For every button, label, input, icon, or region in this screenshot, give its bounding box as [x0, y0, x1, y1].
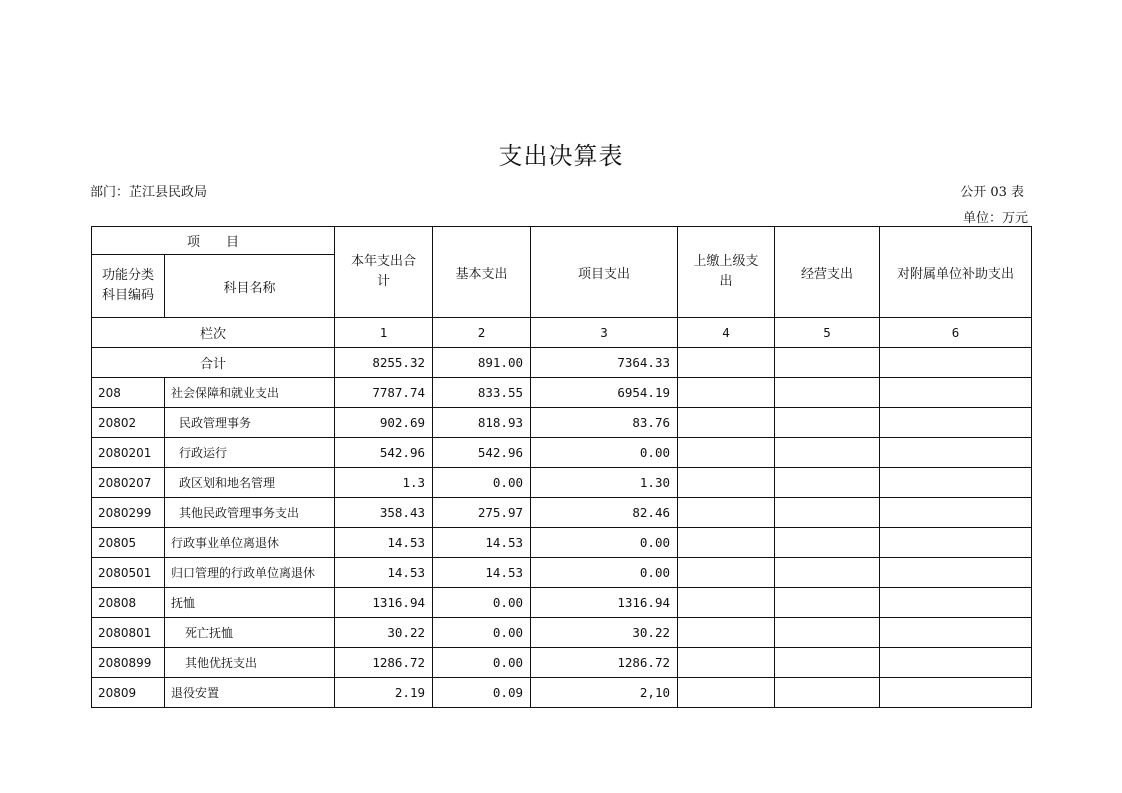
- row-total: 7787.74: [335, 378, 433, 408]
- row-subject-name: 其他民政管理事务支出: [165, 498, 335, 528]
- table-row: [92, 408, 1032, 438]
- table-row: [92, 498, 1032, 528]
- row-basic: 0.00: [433, 468, 531, 498]
- summary-row: [92, 348, 1032, 378]
- row-code: 20805: [92, 528, 165, 558]
- row-upper: [678, 588, 775, 618]
- expenditure-table: [91, 226, 1032, 708]
- table-row: [92, 588, 1032, 618]
- row-subject-name: 行政事业单位离退休: [165, 528, 335, 558]
- row-code: 20808: [92, 588, 165, 618]
- row-subsidy: [880, 678, 1032, 708]
- row-basic: 833.55: [433, 378, 531, 408]
- row-basic: 0.00: [433, 648, 531, 678]
- row-total: 2.19: [335, 678, 433, 708]
- row-subsidy: [880, 648, 1032, 678]
- row-subject-name: 政区划和地名管理: [165, 468, 335, 498]
- row-code: 20809: [92, 678, 165, 708]
- unit-label: 单位：万元: [962, 211, 1028, 226]
- row-subsidy: [880, 378, 1032, 408]
- row-project: 0.00: [531, 558, 678, 588]
- row-upper: [678, 648, 775, 678]
- row-code: 20802: [92, 408, 165, 438]
- row-basic: 14.53: [433, 528, 531, 558]
- row-business: [775, 558, 880, 588]
- row-code: 2080501: [92, 558, 165, 588]
- row-business: [775, 678, 880, 708]
- row-subject-name: 退役安置: [165, 678, 335, 708]
- header-subject-name: 科目名称: [165, 255, 335, 318]
- row-upper: [678, 468, 775, 498]
- row-code: 2080801: [92, 618, 165, 648]
- row-total: 1316.94: [335, 588, 433, 618]
- row-subsidy: [880, 618, 1032, 648]
- table-row: [92, 378, 1032, 408]
- row-business: [775, 378, 880, 408]
- row-subsidy: [880, 408, 1032, 438]
- row-subject-name: 抚恤: [165, 588, 335, 618]
- row-project: 1.30: [531, 468, 678, 498]
- row-basic: 0.00: [433, 588, 531, 618]
- table-row: [92, 648, 1032, 678]
- row-basic: 0.00: [433, 618, 531, 648]
- row-upper: [678, 558, 775, 588]
- row-project: 82.46: [531, 498, 678, 528]
- row-total: 14.53: [335, 528, 433, 558]
- row-upper: [678, 408, 775, 438]
- row-total: 358.43: [335, 498, 433, 528]
- row-subject-name: 社会保障和就业支出: [165, 378, 335, 408]
- col-num: 4: [678, 318, 775, 348]
- row-project: 2,10: [531, 678, 678, 708]
- summary-upper: [678, 348, 775, 378]
- header-subsidy: 对附属单位补助支出: [880, 227, 1032, 318]
- row-subject-name: 其他优抚支出: [165, 648, 335, 678]
- table-row: [92, 678, 1032, 708]
- row-code: 2080899: [92, 648, 165, 678]
- department-label: 部门：芷江县民政局: [90, 185, 208, 200]
- header-business: 经营支出: [775, 227, 880, 318]
- row-business: [775, 408, 880, 438]
- row-project: 1316.94: [531, 588, 678, 618]
- summary-label: 合计: [92, 348, 335, 378]
- table-row: [92, 438, 1032, 468]
- col-num: 6: [880, 318, 1032, 348]
- row-subject-name: 归口管理的行政单位离退休: [165, 558, 335, 588]
- row-subsidy: [880, 558, 1032, 588]
- row-total: 30.22: [335, 618, 433, 648]
- row-basic: 275.97: [433, 498, 531, 528]
- row-upper: [678, 528, 775, 558]
- row-upper: [678, 438, 775, 468]
- row-business: [775, 648, 880, 678]
- row-subsidy: [880, 588, 1032, 618]
- summary-business: [775, 348, 880, 378]
- header-total: 本年支出合计: [335, 227, 433, 318]
- row-upper: [678, 678, 775, 708]
- form-number: 公开 03 表: [960, 185, 1024, 200]
- row-business: [775, 498, 880, 528]
- row-code: 208: [92, 378, 165, 408]
- row-code: 2080299: [92, 498, 165, 528]
- row-code: 2080207: [92, 468, 165, 498]
- column-number-row: [92, 318, 1032, 348]
- row-business: [775, 528, 880, 558]
- row-subsidy: [880, 438, 1032, 468]
- row-project: 0.00: [531, 528, 678, 558]
- row-total: 542.96: [335, 438, 433, 468]
- row-subject-name: 死亡抚恤: [165, 618, 335, 648]
- summary-total: 8255.32: [335, 348, 433, 378]
- page-title: 支出决算表: [498, 142, 624, 170]
- row-total: 1286.72: [335, 648, 433, 678]
- row-subsidy: [880, 528, 1032, 558]
- row-total: 902.69: [335, 408, 433, 438]
- col-num: 5: [775, 318, 880, 348]
- summary-project: 7364.33: [531, 348, 678, 378]
- table-row: [92, 468, 1032, 498]
- col-label: 栏次: [92, 318, 335, 348]
- row-subject-name: 行政运行: [165, 438, 335, 468]
- col-num: 2: [433, 318, 531, 348]
- row-project: 6954.19: [531, 378, 678, 408]
- row-basic: 0.09: [433, 678, 531, 708]
- col-num: 3: [531, 318, 678, 348]
- row-business: [775, 438, 880, 468]
- header-func-code: 功能分类科目编码: [92, 255, 165, 318]
- header-row-top: [92, 227, 1032, 255]
- row-project: 30.22: [531, 618, 678, 648]
- row-project: 1286.72: [531, 648, 678, 678]
- row-business: [775, 588, 880, 618]
- table-row: [92, 528, 1032, 558]
- row-code: 2080201: [92, 438, 165, 468]
- row-subject-name: 民政管理事务: [165, 408, 335, 438]
- row-upper: [678, 618, 775, 648]
- header-project-expenditure: 项目支出: [531, 227, 678, 318]
- table-row: [92, 618, 1032, 648]
- header-upper: 上缴上级支出: [678, 227, 775, 318]
- table-row: [92, 558, 1032, 588]
- row-basic: 542.96: [433, 438, 531, 468]
- col-num: 1: [335, 318, 433, 348]
- row-upper: [678, 498, 775, 528]
- row-upper: [678, 378, 775, 408]
- row-business: [775, 468, 880, 498]
- summary-basic: 891.00: [433, 348, 531, 378]
- row-project: 83.76: [531, 408, 678, 438]
- row-basic: 818.93: [433, 408, 531, 438]
- header-basic: 基本支出: [433, 227, 531, 318]
- summary-subsidy: [880, 348, 1032, 378]
- row-subsidy: [880, 468, 1032, 498]
- row-total: 14.53: [335, 558, 433, 588]
- row-project: 0.00: [531, 438, 678, 468]
- row-subsidy: [880, 498, 1032, 528]
- header-project: 项 目: [92, 227, 335, 255]
- row-business: [775, 618, 880, 648]
- row-basic: 14.53: [433, 558, 531, 588]
- row-total: 1.3: [335, 468, 433, 498]
